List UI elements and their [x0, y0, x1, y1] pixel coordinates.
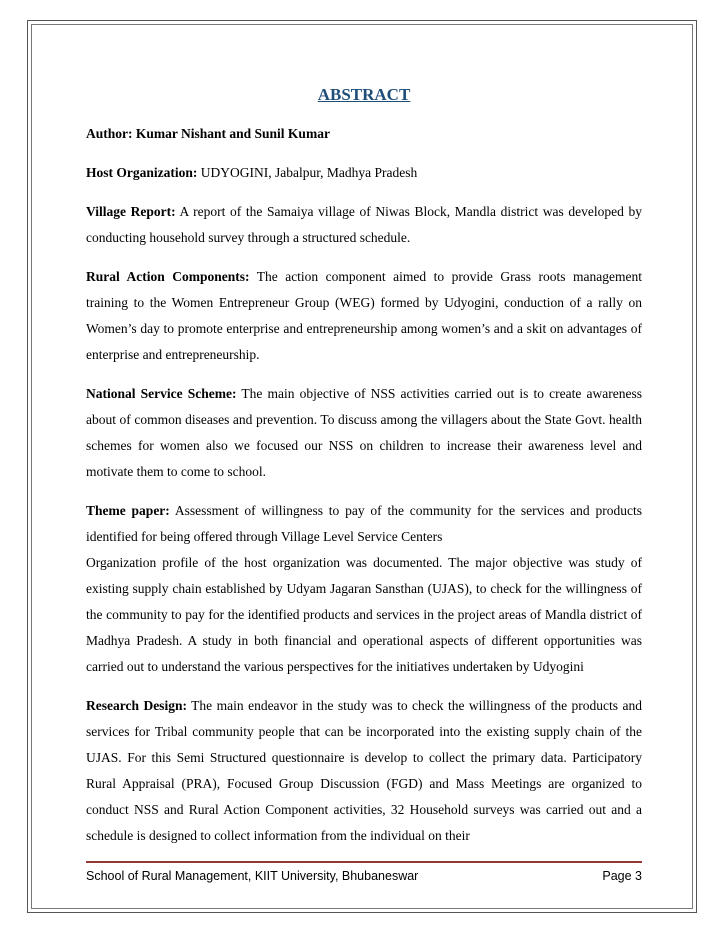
theme-label: Theme paper: [86, 503, 170, 518]
footer-rule [86, 861, 642, 863]
village-label: Village Report: [86, 204, 176, 219]
page-footer [86, 869, 642, 883]
rural-text: The action component aimed to provide Grass roots management training to the Women Entrepreneur Group (WEG) formed by Udyogini, conduction of a rally on Women’s day to promote enterprise and entrepreneurship among women’s and a skit on advantages of enterprise and entrepreneurship. [86, 269, 642, 362]
research-label: Research Design: [86, 698, 187, 713]
page-number: Page 3 [602, 869, 642, 883]
author-line [86, 121, 642, 147]
village-report [86, 199, 642, 251]
theme-paper-continued: Organization profile of the host organization was documented. The major objective was study of existing supply chain established by Udyam Jagaran Sansthan (UJAS), to check for the willingness of the community to pay for the identified products and services in the project areas of Mandla district of Madhya Pradesh. A study in both financial and operational aspects of different opportunities was carried out to understand the various perspectives for the initiatives undertaken by Udyogini [86, 555, 642, 674]
theme-paper [86, 498, 642, 550]
nss-label: National Service Scheme: [86, 386, 237, 401]
research-design [86, 693, 642, 849]
page-title: ABSTRACT [317, 85, 411, 104]
rural-action [86, 264, 642, 368]
abstract-body [86, 121, 642, 849]
village-text: A report of the Samaiya village of Niwas Block, Mandla district was developed by conducting household survey through a structured schedule. [86, 204, 642, 245]
research-text: The main endeavor in the study was to check the willingness of the products and services for Tribal community people that can be incorporated into the existing supply chain of the UJAS. For this Semi Structured questionnaire is develop to collect the primary data. Participatory Rural Appraisal (PRA), Focused Group Discussion (FGD) and Mass Meetings are organized to conduct NSS and Rural Action Component activities, 32 Household surveys was carried out and a schedule is designed to collect information from the individual on their [86, 698, 642, 843]
footer-institution: School of Rural Management, KIIT University, Bhubaneswar [86, 869, 419, 883]
author-label: Author: Kumar Nishant and Sunil Kumar [86, 126, 330, 141]
host-organization [86, 160, 642, 186]
rural-label: Rural Action Components: [86, 269, 250, 284]
nss-paragraph [86, 381, 642, 485]
host-label: Host Organization: [86, 165, 198, 180]
theme-text: Assessment of willingness to pay of the community for the services and products identified for being offered through Village Level Service Centers [86, 503, 642, 544]
host-text: UDYOGINI, Jabalpur, Madhya Pradesh [197, 165, 418, 180]
nss-text: The main objective of NSS activities carried out is to create awareness about of common diseases and prevention. To discuss among the villagers about the State Govt. health schemes for women also we focused our NSS on children to increase their awareness level and motivate them to come to school. [86, 386, 643, 479]
